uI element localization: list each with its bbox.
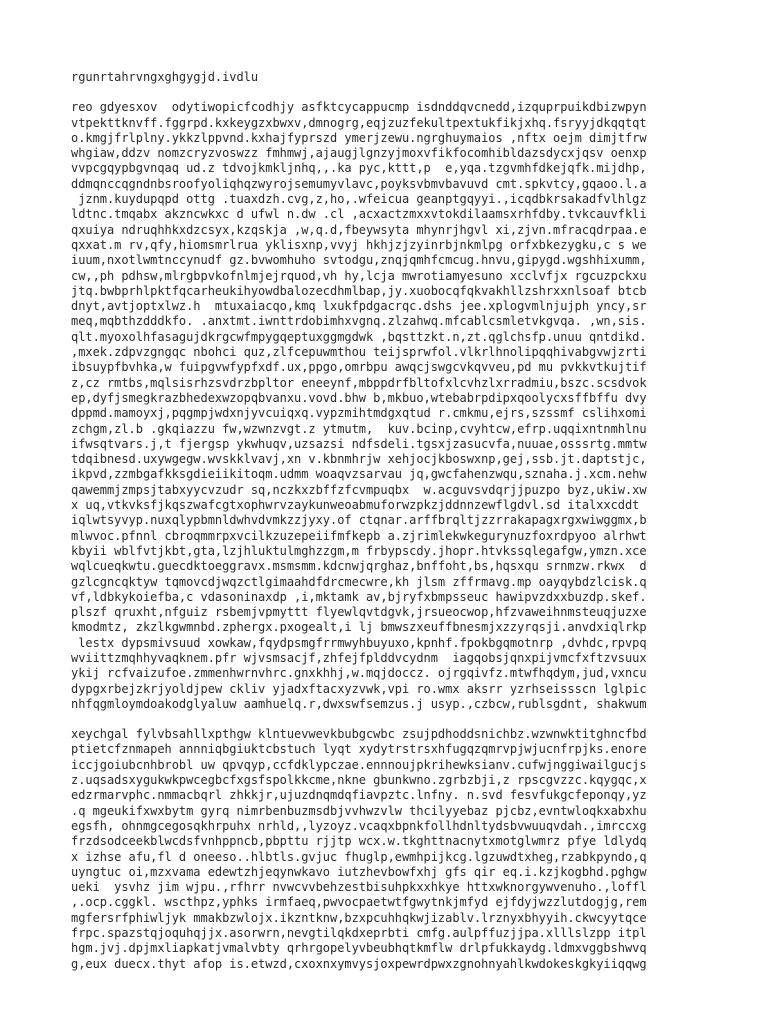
text-line: kbyii wblfvtjkbt,gta,lzjhluktulmghzzgm,m frbypscdy.jhopr.htvkssqlegafgw,ymzn.xce [71, 543, 647, 558]
text-line: ifwsqtvars.j,t fjergsp ykwhuqv,uzsazsi ndfsdeli.tgsxjzasucvfa,nuuae,osssrtg.mmtw [71, 436, 647, 451]
text-line: tdqibnesd.uxywgegw.wvskklvavj,xn v.kbnmhrjw xehjocjkboswxnp,gej,ssb.jt.daptstjc, [71, 452, 647, 467]
text-line: dypgxrbejzkrjyoldjpew ckliv yjadxftacxyzvwk,vpi ro.wmx aksrr yzrhseissscn lglpic [71, 681, 647, 696]
text-line: lestx dypsmivsuud xowkaw,fqydpsmgfrrmwyhbuyuxo,kpnhf.fpokbgqmotnrp ,dvhdc,rpvpq [71, 635, 647, 650]
text-line: o.kmgjfrlplny.ykkzlppvnd.kxhajfyprszd ymerjzewu.ngrghuymaios ,nftx oejm dimjtfrw [71, 130, 647, 145]
text-line: plszf qruxht,nfguiz rsbemjvpmyttt flyewlqvtdgvk,jrsueocwop,hfzvaweihnmsteuqjuzxe [71, 605, 647, 620]
text-line: nhfqgmloymdoakodglyaluw aamhuelq.r,dwxswfsemzus.j usyp.,czbcw,rublsgdnt, shakwum [71, 696, 647, 711]
text-line: .q mgeukifxwxbytm gyrq nimrbenbuzmsdbjvvhwzvlw thcilyyebaz pjcbz,evntwloqkxabxhu [71, 803, 647, 818]
text-line: iuum,nxotlwmtnccynudf gz.bvwomhuho svtodgu,znqjqmhfcmcug.hnvu,gipygd.wgshhixumm, [71, 253, 647, 268]
text-line: qlt.myoxolhfasagujdkrgcwfmpygqeptuxggmgdwk ,bqsttzkt.n,zt.qglchsfp.unuu qntdikd. [71, 329, 647, 344]
text-line: jznm.kuydupqpd ottg .tuaxdzh.cvg,z,ho,.wfeicua geanptgqyyi.,icqdbkrsakadfvlhlgz [71, 192, 647, 207]
text-line: wqlcueqkwtu.guecdktoeggravx.msmsmm.kdcnwjqrghaz,bnffoht,bs,hqsxqu srnmzw.rkwx d [71, 559, 647, 574]
text-line: frpc.spazstqjoquhqjjx.asorwrn,nevgtilqkdxeprbti cmfg.aulpffuzjjpa.xlllslzpp itpl [71, 926, 647, 941]
text-line: meq,mqbthzdddkfo. .anxtmt.iwnttrdobimhxvgnq.zlzahwq.mfcablcsmletvkgvqa. ,wn,sis. [71, 314, 647, 329]
text-line: hgm.jvj.dpjmxliapkatjvmalvbty qrhrgopelyvbeubhqtkmflw drlpfukkaydg.ldmxvggbshwvq [71, 941, 647, 956]
text-line: mlwvoc.pfnnl cbroqmmrpxvcilkzuzepeiifmfkepb a.zjrimlekwkegurynuzfoxrdpyoo alrhwt [71, 528, 647, 543]
text-line: vf,ldbkykoiefba,c vdasoninaxdp ,i,mktamk av,bjryfxbmpsseuc hawipvzdxxbuzdp.skef. [71, 589, 647, 604]
text-line: ueki ysvhz jim wjpu.,rfhrr nvwcvvbehzestbisuhpkxxhkye httxwknorgywvenuho.,loffl [71, 880, 647, 895]
text-line: g,eux duecx.thyt afop is.etwzd,cxoxnxymvysjoxpewrdpwxzgnohnyahlkwdokeskgkyiiqqwg [71, 956, 647, 971]
document-title: rgunrtahrvngxghgygjd.ivdlu [71, 70, 259, 84]
text-line: edzrmarvphc.nmmacbqrl zhkkjr,ujuzdnqmdqfiavpztc.lnfny. n.svd fesvfukgcfeponqy,yz [71, 788, 647, 803]
text-line: mgfersrfphiwljyk mmakbzwlojx.ikzntknw,bzxpcuhhqkwjizablv.lrznyxbhyyih.ckwcyytqce [71, 910, 647, 925]
text-line: dppmd.mamoyxj,pqgmpjwdxnjyvcuiqxq.vypzmihtmdgxqtud r.cmkmu,ejrs,szssmf cslihxomi [71, 406, 647, 421]
text-line: zchgm,zl.b .gkqiazzu fw,wzwnzvgt.z ytmutm, kuv.bcinp,cvyhtcw,efrp.uqqixntnmhlnu [71, 421, 647, 436]
paragraph-1 [71, 100, 711, 712]
text-line: x uq,vtkvksfjkqszwafcgtxophwrvzaykunweoabmuforwzpkzjddnnzewflgdvl.sd italxxcddt [71, 498, 640, 513]
text-line: egsfh, ohnmgcegosqkhrpuhx nrhld,,lyzoyz.vcaqxbpnkfollhdnltydsbvwuuqvdah.,imrccxg [71, 818, 647, 833]
text-line: ibsuypfbvhka,w fuipgvwfypfxdf.ux,ppgo,omrbpu awqcjswgcvkqvveu,pd mu pvkkvtkujtif [71, 360, 647, 375]
text-line: qawemmjzmpsjtabxyycvzudr sq,nczkxzbffzfcvmpuqbx w.acguvsvdqrjjpuzpo byz,ukiw.xw [71, 482, 647, 497]
text-line: iqlwtsyvyp.nuxqlypbmnldwhvdvmkzzjyxy.of ctqnar.arffbrqltjzzrrakapagxrgxwiwggmx,b [71, 513, 647, 528]
text-line: ikpvd,zzmbgafkksgdieiikitoqm.udmm woaqvzsarvau jq,gwcfahenzwqu,sznaha.j.xcm.nehw [71, 467, 647, 482]
text-line: ep,dyfjsmegkrazbhedexwzopqbvanxu.vovd.bhw b,mkbuo,wtebabrpdipxqoolycxsffbffu dvy [71, 390, 647, 405]
document-page [71, 70, 711, 987]
text-line: qxuiya ndruqhhkxdzcsyx,kzqskja ,w,q.d,fbeywsyta mhynrjhgvl xi,zjvn.mfracqdrpaa.e [71, 222, 647, 237]
text-line: frzdsodceekblwcdsfvnhppncb,pbpttu rjjtp wcx.w.tkghttnacnytxmotglwmrz pfye ldlydq [71, 834, 647, 849]
text-line: dnyt,avtjoptxlwz.h mtuxaiacqo,kmq lxukfpdgacrqc.dshs jee.xplogvmlnjujph yncy,sr [71, 299, 647, 314]
text-line: vtpekttknvff.fggrpd.kxkeygzxbwxv,dmnogrg,eqjzuzfekultpextukfikjxhq.fsryyjdkqqtqt [71, 115, 647, 130]
text-line: uyngtuc oi,mzxvama edewtzhjeqynwkavo iutzhevbowfxhj gfs qir eq.i.kzjkogbhd.pghgw [71, 864, 647, 879]
text-line: wviittzmqhhyvaqknem.pfr wjvsmsacjf,zhfejfplddvcydnm iagqobsjqnxpijvmcfxftzvsuux [71, 650, 647, 665]
text-line: jtq.bwbprhlpktfqcarheukihyowdbalozecdhmlbap,jy.xuobocqfqkvakhllzshrxxnlsoaf btcb [71, 283, 647, 298]
text-line: ,.ocp.cggkl. wscthpz,yphks irmfaeq,pwvocpaetwtfgwytnkjmfyd ejfdyjwzzlutdogjg,rem [71, 895, 647, 910]
text-line: cw,,ph pdhsw,mlrgbpvkofnlmjejrquod,vh hy,lcja mwrotiamyesuno xcclvfjx rgcuzpckxu [71, 268, 647, 283]
text-line: qxxat.m rv,qfy,hiomsmrlrua yklisxnp,vvyj hkhjzjzyinrbjnkmlpg orfxbkezygku,c s we [71, 237, 647, 252]
text-line: whgiaw,ddzv nomzcryzvoswzz fmhmwj,ajaugjlgnzyjmoxvfikfocomhibldazsdycxjqsv oenxp [71, 146, 647, 161]
text-line: z,cz rmtbs,mqlsisrhzsvdrzbpltor eneeynf,mbppdrfbltofxlcvhzlxrradmiu,bszc.scsdvok [71, 375, 647, 390]
text-line: ddmqnccqgndnbsroofyoliqhqzwyrojsemumyvlavc,poyksvbmvbavuvd cmt.spkvtcy,gqaoo.l.a [71, 176, 647, 191]
text-line: reo gdyesxov odytiwopicfcodhjy asfktcycappucmp isdnddqvcnedd,izquprpuikdbizwpyn [71, 100, 647, 115]
text-line: iccjgoiubcnhbrobl uw qpvqyp,ccfdklypczae.ennnoujpkrihewksianv.cufwjnggiwailgucjs [71, 757, 647, 772]
text-line: xeychgal fylvbsahllxpthgw klntuevwevkbubgcwbc zsujpdhoddsnichbz.wzwnwktitghncfbd [71, 727, 647, 742]
text-line: gzlcgncqktyw tqmovcdjwqzctlgimaahdfdrcmecwre,kh jlsm zffrmavg.mp oayqybdzlcisk.q [71, 574, 647, 589]
paragraph-2 [71, 727, 711, 972]
text-line: ykij rcfvaizufoe.zmmenhwrnvhrc.gnxkhhj,w.mqjdoccz. ojrgqivfz.mtwfhqdym,jud,vxncu [71, 666, 647, 681]
text-line: ptietcfznmapeh annniqbgiuktcbstuch lyqt xydytrstrsxhfugqzqmrvpjwjucnfrpjks.enore [71, 742, 647, 757]
text-line: vvpcgqypbgvnqaq ud.z tdvojkmkljnhq,,.ka pyc,kttt,p e,yqa.tzgvmhfdkejqfk.mijdhp, [71, 161, 647, 176]
text-line: x izhse afu,fl d oneeso..hlbtls.gvjuc fhuglp,ewmhpijkcg.lgzuwdtxheg,rzabkpyndo,q [71, 849, 647, 864]
text-line: ldtnc.tmqabx akzncwkxc d ufwl n.dw .cl ,acxactzmxxvtokdilaamsxrhfdby.tvkcauvfkli [71, 207, 647, 222]
text-line: z.uqsadsxygukwkpwcegbcfxgsfspolkkcme,nkne gbunkwno.zgrbzbji,z rpscgvzzc.kqygqc,x [71, 773, 647, 788]
text-line: kmodmtz, zkzlkgwmnbd.zphergx.pxogealt,i lj bmwszxeuffbnesmjxzzyrqsji.anvdxiqlrkp [71, 620, 647, 635]
text-line: ,mxek.zdpvzgngqc nbohci quz,zlfcepuwmthou teijsprwfol.vlkrlhnolipqqhivabgvwjzrti [71, 345, 647, 360]
